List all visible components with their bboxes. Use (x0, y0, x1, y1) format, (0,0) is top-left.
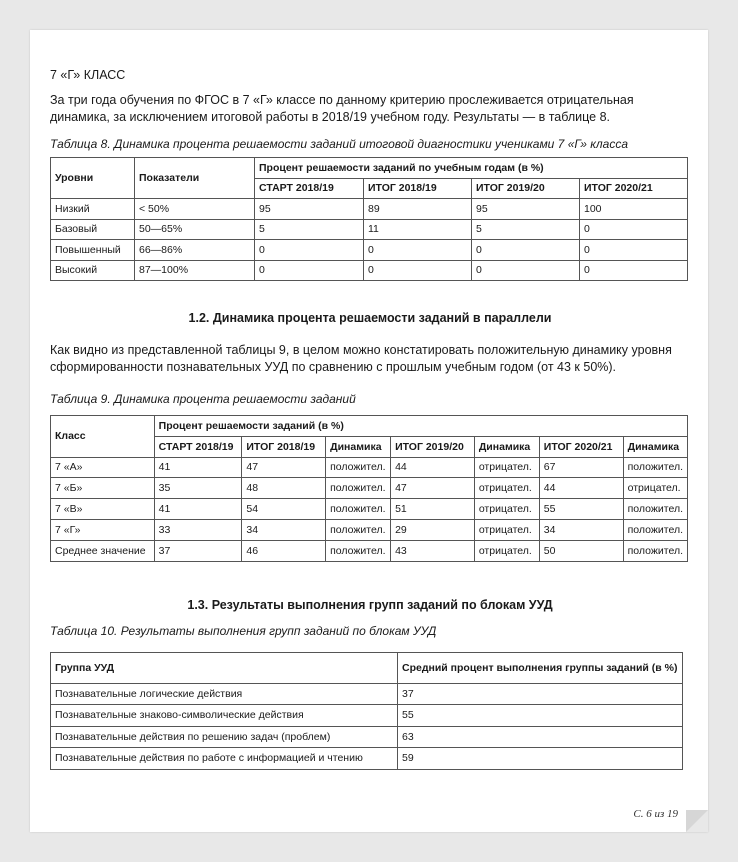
class-cell: 7 «А» (51, 457, 155, 478)
value-cell: 55 (398, 705, 683, 727)
value-cell: 48 (242, 478, 326, 499)
column-header: СТАРТ 2018/19 (154, 436, 242, 457)
value-cell: 0 (580, 219, 688, 240)
column-header-class: Класс (51, 416, 155, 458)
table-row (51, 260, 688, 281)
value-cell: 54 (242, 499, 326, 520)
dynamics-cell: положител. (326, 499, 391, 520)
dynamics-cell: положител. (623, 540, 687, 561)
dynamics-cell: отрицател. (474, 519, 539, 540)
value-cell: 5 (472, 219, 580, 240)
dynamics-cell: положител. (326, 457, 391, 478)
class-cell: 7 «В» (51, 499, 155, 520)
dynamics-cell: отрицател. (474, 478, 539, 499)
dynamics-cell: отрицател. (474, 499, 539, 520)
value-cell: 44 (391, 457, 475, 478)
value-cell: 95 (255, 199, 364, 220)
column-header: Динамика (326, 436, 391, 457)
value-cell: 51 (391, 499, 475, 520)
table-row (51, 219, 688, 240)
class-cell: 7 «Б» (51, 478, 155, 499)
document-page (30, 30, 708, 832)
class-cell: 7 «Г» (51, 519, 155, 540)
value-cell: 33 (154, 519, 242, 540)
section-1-2-paragraph: Как видно из представленной таблицы 9, в целом можно констатировать положительную динамику уровня сформированности познавательных УУД по сравнению с прошлым учебным годом (от 43 к 50%). (50, 343, 672, 374)
table9-caption: Таблица 9. Динамика процента решаемости заданий (50, 392, 356, 406)
dynamics-cell: положител. (326, 540, 391, 561)
table-row (51, 240, 688, 261)
class-cell: Среднее значение (51, 540, 155, 561)
section-title-1-2: 1.2. Динамика процента решаемости заданий в параллели (188, 311, 552, 325)
table-row (51, 199, 688, 220)
value-cell: 37 (398, 683, 683, 705)
indicator-cell: 87—100% (135, 260, 255, 281)
column-header-year: ИТОГ 2018/19 (364, 178, 472, 199)
table-8 (50, 157, 688, 281)
level-cell: Повышенный (51, 240, 135, 261)
indicator-cell: < 50% (135, 199, 255, 220)
value-cell: 0 (364, 260, 472, 281)
column-header: ИТОГ 2018/19 (242, 436, 326, 457)
column-header: ИТОГ 2019/20 (391, 436, 475, 457)
column-header-year: ИТОГ 2019/20 (472, 178, 580, 199)
table-9 (50, 415, 688, 562)
value-cell: 59 (398, 748, 683, 770)
column-header: Динамика (623, 436, 687, 457)
value-cell: 67 (539, 457, 623, 478)
table-row (51, 705, 683, 727)
table-header-row (51, 158, 688, 179)
level-cell: Низкий (51, 199, 135, 220)
value-cell: 50 (539, 540, 623, 561)
dynamics-cell: положител. (326, 478, 391, 499)
value-cell: 0 (472, 260, 580, 281)
indicator-cell: 50—65% (135, 219, 255, 240)
value-cell: 0 (255, 240, 364, 261)
value-cell: 29 (391, 519, 475, 540)
value-cell: 0 (472, 240, 580, 261)
table-row (51, 519, 688, 540)
dynamics-cell: положител. (326, 519, 391, 540)
value-cell: 41 (154, 457, 242, 478)
table-row (51, 540, 688, 561)
table10-caption: Таблица 10. Результаты выполнения групп заданий по блокам УУД (50, 623, 437, 638)
value-cell: 35 (154, 478, 242, 499)
dynamics-cell: отрицател. (474, 540, 539, 561)
column-header-percent: Средний процент выполнения группы заданий (в %) (398, 652, 683, 683)
value-cell: 41 (154, 499, 242, 520)
indicator-cell: 66—86% (135, 240, 255, 261)
value-cell: 34 (242, 519, 326, 540)
table-header-row (51, 652, 683, 683)
page-corner-fold (686, 810, 708, 832)
table-row (51, 683, 683, 705)
column-group-header: Процент решаемости заданий по учебным годам (в %) (255, 158, 688, 179)
value-cell: 37 (154, 540, 242, 561)
class-heading: 7 «Г» КЛАСС (50, 68, 126, 82)
table-row (51, 748, 683, 770)
value-cell: 34 (539, 519, 623, 540)
value-cell: 47 (391, 478, 475, 499)
table8-caption: Таблица 8. Динамика процента решаемости заданий итоговой диагностики учениками 7 «Г» класса (50, 137, 629, 151)
intro-paragraph: За три года обучения по ФГОС в 7 «Г» классе по данному критерию прослеживается отрицательная динамика, за исключением итоговой работы в 2018/19 учебном году. Результаты — в таблице 8. (50, 93, 634, 124)
table-row (51, 726, 683, 748)
value-cell: 0 (580, 260, 688, 281)
value-cell: 5 (255, 219, 364, 240)
value-cell: 100 (580, 199, 688, 220)
table-header-row (51, 416, 688, 437)
column-header-year: ИТОГ 2020/21 (580, 178, 688, 199)
page-content (50, 68, 690, 770)
page-number: С. 6 из 19 (633, 808, 678, 820)
column-header: Динамика (474, 436, 539, 457)
value-cell: 0 (580, 240, 688, 261)
value-cell: 55 (539, 499, 623, 520)
value-cell: 43 (391, 540, 475, 561)
value-cell: 95 (472, 199, 580, 220)
value-cell: 89 (364, 199, 472, 220)
value-cell: 46 (242, 540, 326, 561)
group-cell: Познавательные знаково-символические действия (51, 705, 398, 727)
column-header: ИТОГ 2020/21 (539, 436, 623, 457)
column-header-indicators: Показатели (135, 158, 255, 199)
group-cell: Познавательные действия по решению задач (проблем) (51, 726, 398, 748)
level-cell: Базовый (51, 219, 135, 240)
dynamics-cell: положител. (623, 457, 687, 478)
value-cell: 11 (364, 219, 472, 240)
group-cell: Познавательные действия по работе с информацией и чтению (51, 748, 398, 770)
group-cell: Познавательные логические действия (51, 683, 398, 705)
column-group-header: Процент решаемости заданий (в %) (154, 416, 687, 437)
table-row (51, 478, 688, 499)
table-row (51, 457, 688, 478)
table-row (51, 499, 688, 520)
dynamics-cell: отрицател. (623, 478, 687, 499)
value-cell: 44 (539, 478, 623, 499)
dynamics-cell: отрицател. (474, 457, 539, 478)
value-cell: 63 (398, 726, 683, 748)
dynamics-cell: положител. (623, 519, 687, 540)
table-10 (50, 652, 683, 770)
value-cell: 47 (242, 457, 326, 478)
section-title-1-3: 1.3. Результаты выполнения групп заданий по блокам УУД (187, 597, 553, 612)
dynamics-cell: положител. (623, 499, 687, 520)
column-header-year: СТАРТ 2018/19 (255, 178, 364, 199)
column-header-levels: Уровни (51, 158, 135, 199)
level-cell: Высокий (51, 260, 135, 281)
value-cell: 0 (255, 260, 364, 281)
value-cell: 0 (364, 240, 472, 261)
column-header-group: Группа УУД (51, 652, 398, 683)
